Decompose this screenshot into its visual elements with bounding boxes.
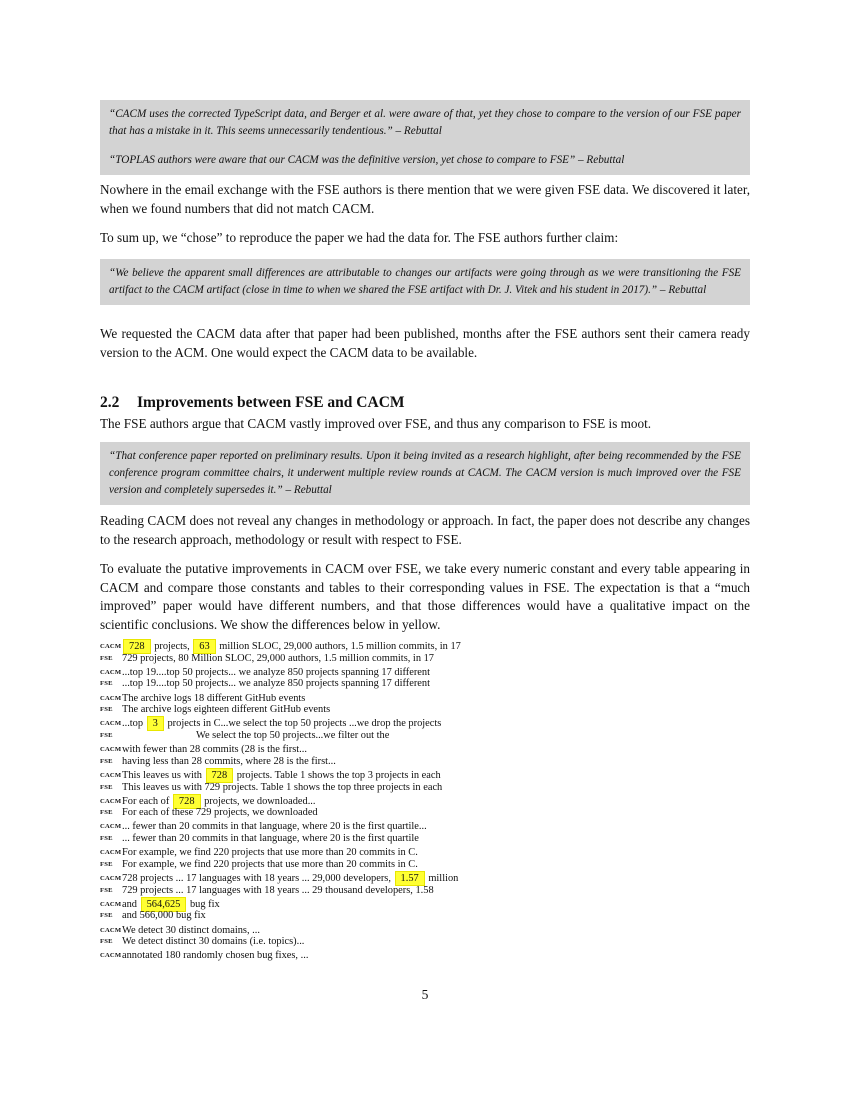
fse-line xyxy=(100,936,500,948)
fse-tag: FSE xyxy=(100,731,113,739)
fse-tag: FSE xyxy=(100,835,113,843)
highlighted-value: 564,625 xyxy=(141,897,187,912)
fse-line xyxy=(100,678,500,690)
highlighted-value: 63 xyxy=(193,639,215,654)
diff-pair xyxy=(100,950,500,962)
highlighted-value: 3 xyxy=(147,716,164,731)
diff-text: projects, xyxy=(151,641,193,652)
rebuttal-quote-2: “TOPLAS authors were aware that our CACM was the definitive version, yet chose to compare to FSE” – Rebuttal xyxy=(100,146,750,175)
diff-pair xyxy=(100,718,500,741)
cacm-line xyxy=(100,925,500,937)
diff-text: ...top 19....top 50 projects... we analyze 850 projects spanning 17 different xyxy=(122,678,430,690)
diff-pair xyxy=(100,821,500,844)
diff-text: annotated 180 randomly chosen bug fixes, ... xyxy=(122,950,309,962)
fse-tag: FSE xyxy=(100,912,113,920)
cacm-tag: CACM xyxy=(100,900,122,908)
rebuttal-quote-1: “CACM uses the corrected TypeScript data, and Berger et al. were aware of that, yet they chose to compare to the version of our FSE paper that has a mistake in it. This seems unnecessarily tendentious.” – Rebuttal xyxy=(100,100,750,146)
diff-text: ...top 19....top 50 projects... we analyze 850 projects spanning 17 different xyxy=(122,666,430,678)
cacm-line xyxy=(100,667,500,679)
cacm-line xyxy=(100,641,500,653)
diff-text: For each of xyxy=(122,795,172,807)
fse-line xyxy=(100,782,500,794)
cacm-tag: CACM xyxy=(100,720,122,728)
rebuttal-quote-4: “That conference paper reported on preliminary results. Upon it being invited as a research highlight, after being recommended by the FSE conference program committee chairs, it underwent multiple review rounds at CACM. The CACM version is much improved over the FSE version and completely supersedes it.” – Rebuttal xyxy=(100,442,750,505)
fse-tag: FSE xyxy=(100,757,113,765)
diff-pair xyxy=(100,899,500,922)
diff-pair xyxy=(100,847,500,870)
diff-text: This leaves us with xyxy=(122,769,205,781)
paragraph-email-exchange: Nowhere in the email exchange with the FSE authors is there mention that we were given FSE data. We discovered it later, when we found numbers that did not match CACM. xyxy=(100,182,750,216)
cacm-line xyxy=(100,873,500,885)
diff-text: 729 projects ... 17 languages with 18 years ... 29 thousand developers, 1.58 xyxy=(122,884,434,896)
cacm-tag: CACM xyxy=(100,643,122,650)
fse-tag: FSE xyxy=(100,809,113,817)
cacm-tag: CACM xyxy=(100,849,122,857)
fse-tag: FSE xyxy=(100,886,113,894)
rebuttal-quote-3: “We believe the apparent small differences are attributable to changes our artifacts were going through as we were transitioning the FSE artifact to the CACM artifact (close in time to when we shared the FSE artifact with Dr. J. Vitek and his student in 2017).” – Rebuttal xyxy=(100,259,750,305)
cacm-line xyxy=(100,770,500,782)
diff-pair xyxy=(100,770,500,793)
paragraph-evaluate-improvements: To evaluate the putative improvements in CACM over FSE, we take every numeric constant and every table appearing in CACM and compare those constants and tables to their corresponding values in FSE. The expectation is that a “much improved” paper would have different numbers, and that those differences would have a qualitative impact on the scientific conclusions. We show the differences below in yellow. xyxy=(100,561,750,632)
cacm-tag: CACM xyxy=(100,823,122,831)
diff-text: projects in C...we select the top 50 projects ...we drop the projects xyxy=(164,718,442,730)
diff-text: with fewer than 28 commits (28 is the first... xyxy=(122,744,307,756)
diff-text: We detect distinct 30 domains (i.e. topics)... xyxy=(122,936,305,948)
diff-text: For each of these 729 projects, we downloaded xyxy=(122,807,318,819)
diff-text: projects, we downloaded... xyxy=(201,795,316,807)
diff-pair xyxy=(100,873,500,896)
diff-text: We select the top 50 projects...we filter out the xyxy=(196,729,390,741)
cacm-tag: CACM xyxy=(100,694,122,702)
diff-text: million xyxy=(425,873,459,885)
fse-tag: FSE xyxy=(100,938,113,946)
diff-text: For example, we find 220 projects that use more than 20 commits in C. xyxy=(122,847,418,859)
diff-text: million SLOC, 29,000 authors, 1.5 million commits, in 17 xyxy=(216,641,461,652)
cacm-line xyxy=(100,718,500,730)
fse-tag: FSE xyxy=(100,706,113,714)
section-number: 2.2 xyxy=(100,394,120,411)
diff-text: bug fix xyxy=(187,898,220,910)
diff-text: The archive logs 18 different GitHub events xyxy=(122,692,306,704)
fse-line xyxy=(100,885,500,897)
cacm-tag: CACM xyxy=(100,797,122,805)
cacm-tag: CACM xyxy=(100,875,122,883)
paragraph-reading-cacm: Reading CACM does not reveal any changes in methodology or approach. In fact, the paper does not describe any changes to the research approach, methodology or result with respect to FSE. xyxy=(100,513,750,547)
diff-text: having less than 28 commits, where 28 is the first... xyxy=(122,755,336,767)
cacm-fse-diff-list xyxy=(100,641,500,965)
paragraph-cacm-data-request: We requested the CACM data after that paper had been published, months after the FSE authors sent their camera ready version to the ACM. One would expect the CACM data to be available. xyxy=(100,326,750,360)
cacm-line xyxy=(100,847,500,859)
fse-line xyxy=(100,833,500,845)
fse-tag: FSE xyxy=(100,783,113,791)
diff-pair xyxy=(100,641,500,664)
highlighted-value: 728 xyxy=(206,768,234,783)
diff-text: ... fewer than 20 commits in that language, where 20 is the first quartile xyxy=(122,833,419,845)
diff-text: The archive logs eighteen different GitHub events xyxy=(122,704,331,716)
section-heading xyxy=(100,394,405,412)
diff-text: We detect 30 distinct domains, ... xyxy=(122,924,260,936)
diff-pair xyxy=(100,693,500,716)
diff-pair xyxy=(100,667,500,690)
fse-line xyxy=(100,704,500,716)
cacm-tag: CACM xyxy=(100,668,122,676)
diff-text: This leaves us with 729 projects. Table 1 shows the top three projects in each xyxy=(122,781,443,793)
diff-text: 728 projects ... 17 languages with 18 years ... 29,000 developers, xyxy=(122,873,394,885)
diff-text: ...top xyxy=(122,718,146,730)
page-number: 5 xyxy=(421,987,429,1002)
cacm-tag: CACM xyxy=(100,746,122,754)
fse-line xyxy=(100,653,500,665)
diff-text: and xyxy=(122,898,140,910)
fse-line xyxy=(100,807,500,819)
paragraph-sum-up: To sum up, we “chose” to reproduce the paper we had the data for. The FSE authors further claim: xyxy=(100,230,619,245)
section-title: Improvements between FSE and CACM xyxy=(137,394,405,411)
fse-tag: FSE xyxy=(100,680,113,688)
cacm-line xyxy=(100,744,500,756)
diff-pair xyxy=(100,796,500,819)
highlighted-value: 728 xyxy=(173,794,201,809)
highlighted-value: 728 xyxy=(123,639,151,654)
cacm-tag: CACM xyxy=(100,926,122,934)
diff-text: projects. Table 1 shows the top 3 projects in each xyxy=(234,769,441,781)
cacm-line xyxy=(100,821,500,833)
highlighted-value: 1.57 xyxy=(395,871,425,886)
cacm-line xyxy=(100,899,500,911)
diff-text: and 566,000 bug fix xyxy=(122,910,206,922)
cacm-tag: CACM xyxy=(100,952,122,960)
diff-text: ... fewer than 20 commits in that language, where 20 is the first quartile... xyxy=(122,821,427,833)
cacm-line xyxy=(100,950,500,962)
cacm-tag: CACM xyxy=(100,771,122,779)
diff-text: 729 projects, 80 Million SLOC, 29,000 authors, 1.5 million commits, in 17 xyxy=(122,652,435,664)
fse-tag: FSE xyxy=(100,654,113,662)
fse-tag: FSE xyxy=(100,860,113,868)
fse-line xyxy=(100,859,500,871)
diff-text: For example, we find 220 projects that use more than 20 commits in C. xyxy=(122,858,418,870)
cacm-line xyxy=(100,796,500,808)
cacm-line xyxy=(100,693,500,705)
fse-line xyxy=(100,910,500,922)
diff-pair xyxy=(100,925,500,948)
fse-line xyxy=(100,730,500,742)
fse-line xyxy=(100,756,500,768)
paragraph-fse-argument: The FSE authors argue that CACM vastly improved over FSE, and thus any comparison to FSE is moot. xyxy=(100,416,652,431)
diff-pair xyxy=(100,744,500,767)
